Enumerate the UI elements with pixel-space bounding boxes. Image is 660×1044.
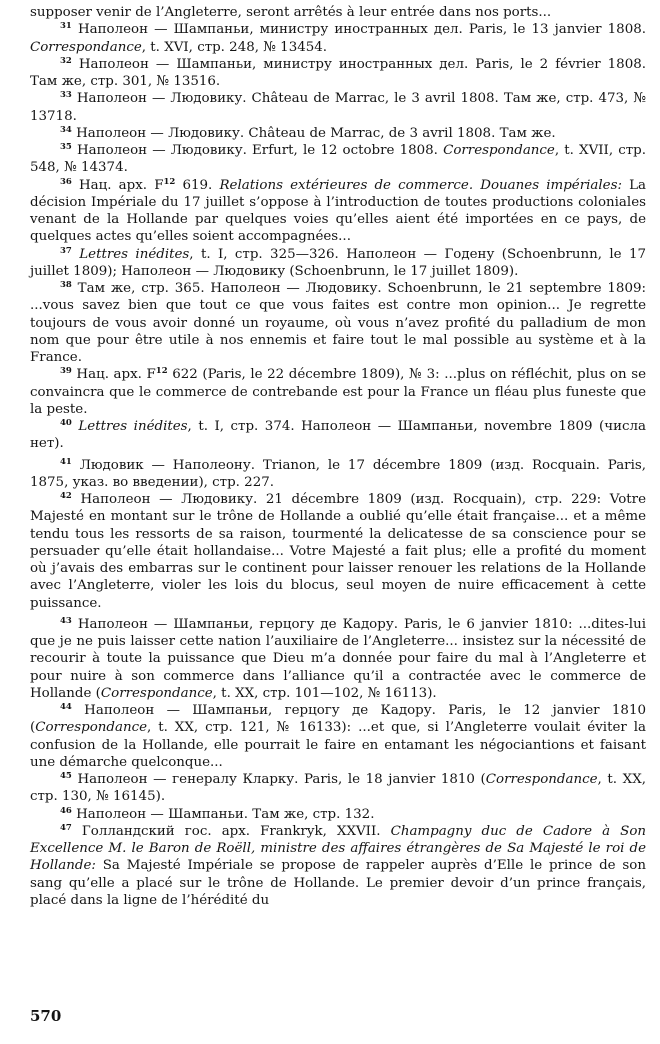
footnote: $^{41}$ Людовик — Наполеону. Trianon, le 17 décembre 1809 (изд. Rocquain. Paris, 1875, указ. во введении), стр. 227. — [30, 456, 646, 490]
footnote: $^{42}$ Наполеон — Людовику. 21 décembre 1809 (изд. Rocquain), стр. 229: Votre Majesté en montant sur le trône de Hollande a oublié qu’elle était française... et a même tendu tous les ressorts de sa raison, tourmenté la delicatesse de sa conscience pour se persuader qu’elle était hollandaise... Votre Majesté a fait plus; elle a profité du moment où j’avais des embarras sur le continent pour laisser renouer les relations de la Hollande avec l’Angleterre, violer les lois du blocus, seul moyen de nuire efficacement à cette puissance. — [30, 491, 646, 611]
footnote: $^{46}$ Наполеон — Шампаньи. Там же, стр. 132. — [60, 805, 375, 822]
footnote: $^{31}$ Наполеон — Шампаньи, министру иностранных дел. Paris, le 13 janvier 1808. Correspondance, t. XVI, стр. 248, № 13454. — [30, 21, 646, 55]
footnotes-block — [30, 4, 646, 909]
footnote: $^{44}$ Наполеон — Шампаньи, герцогу де Кадору. Paris, le 12 janvier 1810 (Correspondance, t. XX, стр. 121, № 16133): ...et que, si l’Angleterre voulait éviter la confusion de la Hollande, elle pourrait le faire en entamant les négociantions et faisant une démarche quelconque... — [30, 702, 646, 770]
footnote: $^{34}$ Наполеон — Людовику. Château de Marrac, de 3 avril 1808. Там же. — [60, 124, 556, 141]
footnote: $^{43}$ Наполеон — Шампаньи, герцогу де Кадору. Paris, le 6 janvier 1810: ...dites-lui que je ne puis laisser cette nation l’auxiliaire de l’Angleterre... insistez sur la nécessité de recourir à toute la puissance que Dieu m’a donnée pour faire du mal à l’Angleterre et pour nuire à son commerce dans l’alliance qu’il a contractée avec le commerce de Hollande (Correspondance, t. XX, стр. 101—102, № 16113). — [30, 615, 646, 701]
footnote: $^{47}$ Голландский гос. арх. Frankryk, XXVII. Champagny duc de Cadore à Son Excellence M. le Baron de Roëll, ministre des affaires étrangères de Sa Majesté le roi de Hollande: Sa Majesté Impériale se propose de rappeler auprès d’Elle le prince de son sang qu’elle a placé sur le trône de Hollande. Le premier devoir d’un prince français, placé dans la ligne de l’hérédité du — [30, 822, 646, 908]
continued-footnote-text: supposer venir de l’Angleterre, seront arrêtés à leur entrée dans nos ports... — [30, 5, 552, 20]
footnote: $^{45}$ Наполеон — генералу Кларку. Paris, le 18 janvier 1810 (Correspondance, t. XX, стр. 130, № 16145). — [30, 771, 646, 805]
footnote: $^{35}$ Наполеон — Людовику. Erfurt, le 12 octobre 1808. Correspondance, t. XVII, стр. 548, № 14374. — [30, 142, 646, 176]
footnote: $^{40}$ Lettres inédites, t. I, стр. 374. Наполеон — Шампаньи, novembre 1809 (числа нет). — [30, 418, 647, 452]
footnote: $^{32}$ Наполеон — Шампаньи, министру иностранных дел. Paris, le 2 février 1808. Там же, стр. 301, № 13516. — [30, 55, 646, 89]
footnote: $^{33}$ Наполеон — Людовику. Château de Marrac, le 3 avril 1808. Там же, стр. 473, № 13718. — [30, 90, 646, 124]
footnote: $^{39}$ Нац. арх. $F^{12}$ 622 (Paris, le 22 décembre 1809), № 3: ...plus on réfléchit, plus on se convaincra que le commerce de contrebande est pour la France un fléau plus funeste que la peste. — [30, 366, 646, 417]
footnote: $^{36}$ Нац. арх. $F^{12}$ 619. Relations extérieures de commerce. Douanes impériales: La décision Impériale du 17 juillet s’oppose à l’introduction de toutes productions coloniales venant de la Hollande par quelques voies qu’elles aient été importées en ce pays, de quelques actes qu’elles soient accompagnées... — [30, 176, 646, 245]
footnote: $^{38}$ Там же, стр. 365. Наполеон — Людовику. Schoenbrunn, le 21 septembre 1809: ...vous savez bien que tout ce que vous faites est contre mon opinion... Je regrette toujours de vous avoir donné un royaume, où vous n’avez profité du palladium de mon nom que pour être utile à nos ennemis et faire tout le mal possible au système et à la France. — [30, 280, 646, 365]
page-number: 570 — [30, 1007, 62, 1025]
footnote: $^{37}$ Lettres inédites, t. I, стр. 325—326. Наполеон — Годену (Schoenbrunn, le 17 juillet 1809); Наполеон — Людовику (Schoenbrunn, le 17 juillet 1809). — [30, 245, 647, 279]
